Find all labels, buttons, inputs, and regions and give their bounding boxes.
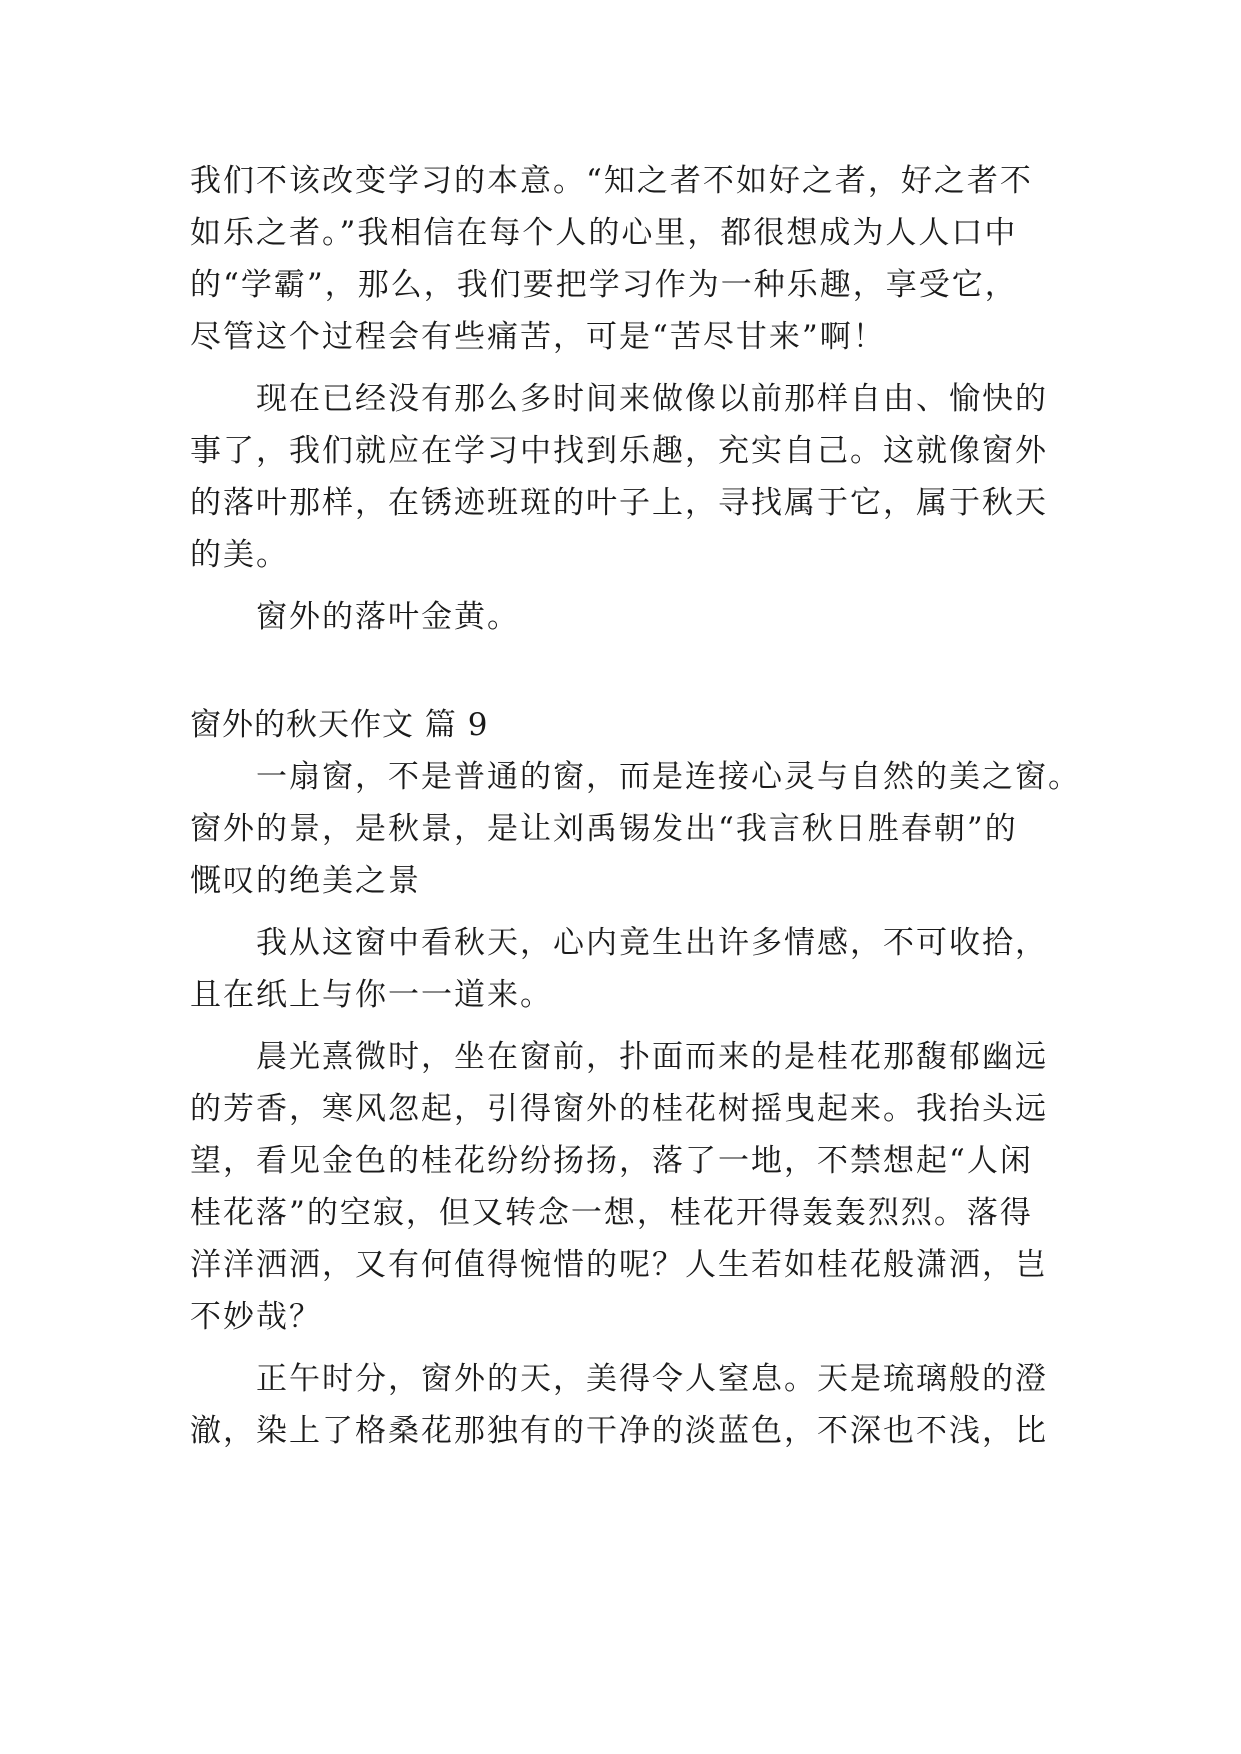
text-line: 尽管这个过程会有些痛苦，可是“苦尽甘来”啊！ [190,319,886,355]
document-body [190,155,1081,1457]
heading-text: 窗外的秋天作文 篇 9 [190,707,489,743]
text-line: 晨光熹微时，坐在窗前，扑面而来的是桂花那馥郁幽远 [256,1039,1048,1075]
spacer [190,581,1060,591]
text-line: 澈，染上了格桑花那独有的干净的淡蓝色，不深也不浅，比 [190,1413,1048,1449]
text-line: 不妙哉？ [190,1299,322,1335]
spacer [190,907,1060,917]
spacer [190,1343,1060,1353]
text-line: 洋洋洒洒，又有何值得惋惜的呢？人生若如桂花般潇洒，岂 [190,1247,1048,1283]
section-heading [190,699,1060,751]
text-line: 现在已经没有那么多时间来做像以前那样自由、愉快的 [256,381,1048,417]
text-line: 如乐之者。”我相信在每个人的心里，都很想成为人人口中 [190,215,1018,251]
paragraph [190,1031,1060,1343]
spacer [190,643,1060,699]
text-line: 我从这窗中看秋天，心内竟生出许多情感，不可收拾， [256,925,1048,961]
spacer [190,1021,1060,1031]
text-line: 望，看见金色的桂花纷纷扬扬，落了一地，不禁想起“人闲 [190,1143,1033,1179]
text-line: 的落叶那样，在锈迹班斑的叶子上，寻找属于它，属于秋天 [190,485,1048,521]
text-line: 的美。 [190,537,289,573]
paragraph [190,591,1060,643]
text-line: 且在纸上与你一一道来。 [190,977,553,1013]
text-line: 的芳香，寒风忽起，引得窗外的桂花树摇曳起来。我抬头远 [190,1091,1048,1127]
paragraph [190,751,1081,907]
text-line: 一扇窗，不是普通的窗，而是连接心灵与自然的美之窗。 [256,759,1081,795]
text-line: 正午时分，窗外的天，美得令人窒息。天是琉璃般的澄 [256,1361,1048,1397]
text-line: 窗外的景，是秋景，是让刘禹锡发出“我言秋日胜春朝”的 [190,811,1018,847]
paragraph [190,155,1060,363]
text-line: 我们不该改变学习的本意。“知之者不如好之者，好之者不 [190,163,1033,199]
paragraph [190,1353,1060,1457]
text-line: 事了，我们就应在学习中找到乐趣，充实自己。这就像窗外 [190,433,1048,469]
paragraph [190,373,1060,581]
spacer [190,363,1060,373]
text-line: 的“学霸”，那么，我们要把学习作为一种乐趣，享受它， [190,267,1018,303]
paragraph [190,917,1060,1021]
text-line: 慨叹的绝美之景 [190,863,421,899]
text-line: 桂花落”的空寂，但又转念一想，桂花开得轰轰烈烈。落得 [190,1195,1033,1231]
text-line: 窗外的落叶金黄。 [256,599,520,635]
